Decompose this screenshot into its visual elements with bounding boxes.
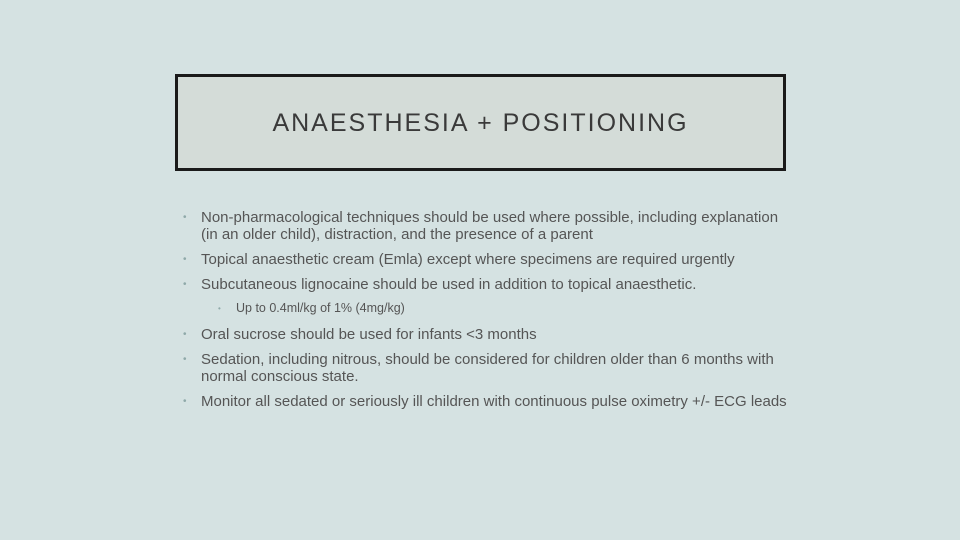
- bullet-dot-icon: •: [183, 212, 187, 223]
- bullet-dot-icon: •: [218, 304, 221, 313]
- bullet-dot-icon: •: [183, 354, 187, 365]
- bullet-text: Up to 0.4ml/kg of 1% (4mg/kg): [236, 301, 405, 315]
- bullet-text: Topical anaesthetic cream (Emla) except where specimens are required urgently: [201, 251, 735, 268]
- bullet-list: [183, 209, 793, 418]
- bullet-item: [183, 351, 793, 385]
- bullet-text: Non-pharmacological techniques should be used where possible, including explanation (in an older child), distraction, and the presence of a parent: [201, 209, 779, 243]
- bullet-dot-icon: •: [183, 396, 187, 407]
- bullet-item: [183, 276, 793, 293]
- sub-bullet-item: [183, 301, 793, 316]
- bullet-item: [183, 209, 793, 243]
- bullet-item: [183, 251, 793, 268]
- bullet-text: Oral sucrose should be used for infants <3 months: [201, 326, 537, 343]
- bullet-item: [183, 326, 793, 343]
- bullet-dot-icon: •: [183, 254, 187, 265]
- bullet-dot-icon: •: [183, 329, 187, 340]
- bullet-text: Monitor all sedated or seriously ill children with continuous pulse oximetry +/- ECG leads: [201, 393, 787, 410]
- slide-title: ANAESTHESIA + POSITIONING: [272, 109, 689, 137]
- bullet-item: [183, 393, 793, 410]
- title-box: [175, 74, 786, 171]
- bullet-text: Subcutaneous lignocaine should be used in addition to topical anaesthetic.: [201, 276, 697, 293]
- bullet-dot-icon: •: [183, 279, 187, 290]
- bullet-text: Sedation, including nitrous, should be considered for children older than 6 months with normal conscious state.: [201, 351, 774, 385]
